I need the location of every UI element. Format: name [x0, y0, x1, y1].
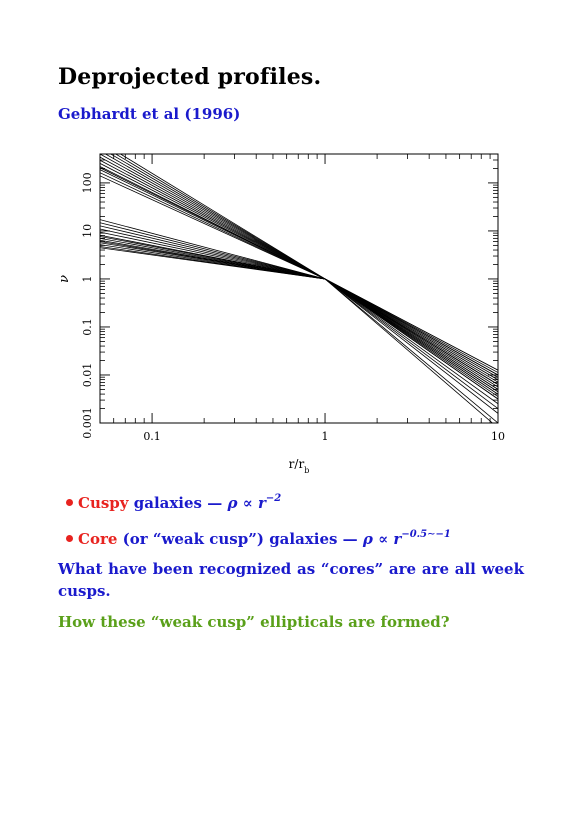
- bullet-exponent: −2: [265, 493, 282, 504]
- profile-chart: [48, 140, 518, 485]
- bullet-text: (or “weak cusp”) galaxies —: [122, 530, 358, 548]
- profile-line-18: [100, 168, 498, 385]
- bullet-dot-icon: [66, 535, 73, 542]
- y-axis-label: ν: [57, 274, 72, 283]
- y-tick-label: 100: [81, 172, 94, 194]
- slide-title: Deprojected profiles.: [58, 64, 322, 90]
- series-group: [100, 142, 498, 428]
- bullet-highlight: Core: [78, 530, 118, 548]
- bullet-text: galaxies —: [133, 494, 223, 512]
- profile-line-12: [100, 226, 498, 387]
- profile-line-7: [100, 238, 498, 394]
- bullet-highlight: Cuspy: [78, 494, 129, 512]
- y-tick-label: 1: [81, 275, 94, 283]
- profile-line-9: [100, 235, 498, 399]
- bullet-dot-icon: [66, 499, 73, 506]
- bullet-list: [66, 493, 451, 565]
- citation: Gebhardt et al (1996): [58, 105, 241, 123]
- bullet-exponent: −0.5∼−1: [401, 529, 451, 540]
- chart-svg: [48, 140, 518, 485]
- profile-line-27: [100, 142, 498, 385]
- paragraph-question: How these “weak cusp” ellipticals are formed?: [58, 613, 450, 631]
- x-tick-label: 0.1: [143, 430, 161, 443]
- y-tick-label: 0.1: [81, 318, 94, 336]
- x-tick-label: 10: [491, 430, 505, 443]
- paragraph-cores: What have been recognized as “cores” are are all week cusps.: [58, 560, 524, 600]
- bullet-cuspy: [66, 493, 451, 529]
- y-tick-label: 0.001: [81, 407, 94, 439]
- profile-line-13: [100, 223, 498, 423]
- profile-line-10: [100, 232, 498, 382]
- x-axis-label: $r/r_b$: [288, 457, 310, 475]
- y-tick-label: 10: [81, 223, 94, 238]
- profile-line-14: [100, 220, 498, 392]
- bullet-formula: ρ ∝ r: [227, 494, 266, 512]
- bullet-formula: ρ ∝ r: [362, 530, 402, 548]
- profile-line-20: [100, 163, 498, 394]
- y-tick-label: 0.01: [81, 362, 94, 388]
- x-tick-label: 1: [321, 430, 329, 443]
- profile-line-23: [100, 154, 498, 413]
